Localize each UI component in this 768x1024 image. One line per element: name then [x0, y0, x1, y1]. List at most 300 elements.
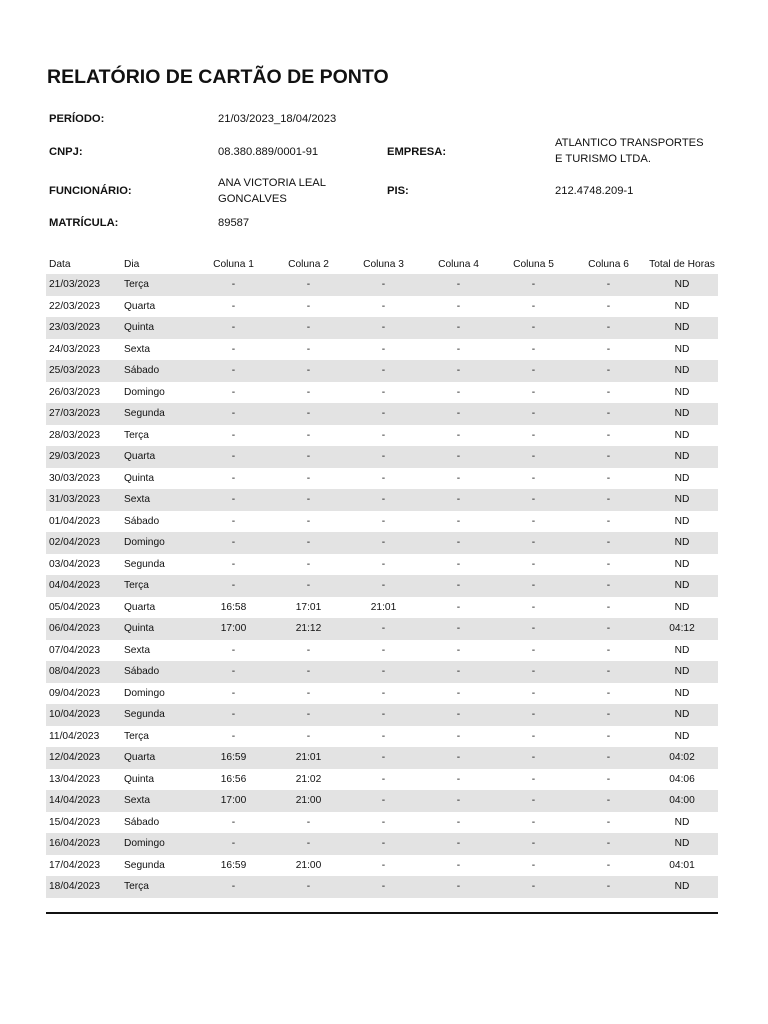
- coluna-4-cell: -: [456, 687, 461, 699]
- coluna-3-cell: -: [346, 360, 421, 382]
- coluna-2-cell: -: [306, 472, 311, 484]
- total-horas-cell: 04:01: [669, 859, 695, 871]
- matricula-value: 89587: [218, 217, 250, 229]
- total-horas-cell: ND: [646, 575, 718, 597]
- total-horas-cell: ND: [646, 833, 718, 855]
- day-cell: Domingo: [121, 532, 196, 554]
- coluna-4-cell: -: [421, 790, 496, 812]
- coluna-2-cell: -: [306, 687, 311, 699]
- date-cell: 29/03/2023: [46, 446, 121, 468]
- coluna-1-cell: -: [231, 343, 236, 355]
- coluna-2-cell: -: [271, 489, 346, 511]
- date-cell: 15/04/2023: [49, 816, 100, 828]
- coluna-1-cell: -: [196, 876, 271, 898]
- coluna-5-cell: -: [496, 446, 571, 468]
- pis-label: PIS:: [387, 185, 409, 197]
- table-row: [46, 640, 718, 662]
- total-horas-cell: ND: [646, 360, 718, 382]
- coluna-3-cell: -: [381, 773, 386, 785]
- day-cell: Quinta: [124, 472, 155, 484]
- coluna-3-cell: -: [381, 558, 386, 570]
- coluna-5-cell: -: [496, 532, 571, 554]
- total-horas-cell: ND: [646, 661, 718, 683]
- day-cell: Sábado: [124, 816, 160, 828]
- coluna-2-cell: -: [271, 833, 346, 855]
- coluna-5-cell: -: [531, 859, 536, 871]
- table-row: [46, 511, 718, 533]
- total-horas-cell: ND: [646, 532, 718, 554]
- coluna-6-cell: -: [571, 489, 646, 511]
- coluna-4-cell: -: [456, 644, 461, 656]
- coluna-5-cell: -: [531, 429, 536, 441]
- table-row: [46, 532, 718, 554]
- coluna-5-cell: -: [531, 343, 536, 355]
- date-cell: 30/03/2023: [49, 472, 100, 484]
- coluna-1-cell: -: [231, 816, 236, 828]
- coluna-2-cell: -: [306, 515, 311, 527]
- day-cell: Sexta: [121, 790, 196, 812]
- coluna-5-cell: -: [531, 730, 536, 742]
- total-horas-cell: 04:00: [646, 790, 718, 812]
- date-cell: 23/03/2023: [46, 317, 121, 339]
- date-cell: 07/04/2023: [49, 644, 100, 656]
- coluna-4-cell: -: [456, 773, 461, 785]
- coluna-1-cell: -: [231, 515, 236, 527]
- funcionario-value: [218, 175, 326, 207]
- table-row: [46, 360, 718, 382]
- day-cell: Sábado: [121, 661, 196, 683]
- coluna-6-cell: -: [571, 575, 646, 597]
- coluna-6-cell: -: [606, 644, 611, 656]
- coluna-1-cell: -: [231, 472, 236, 484]
- column-header-dia: Dia: [124, 258, 140, 270]
- day-cell: Terça: [124, 730, 149, 742]
- coluna-1-cell: -: [196, 274, 271, 296]
- total-horas-cell: ND: [674, 687, 690, 699]
- total-horas-cell: ND: [646, 876, 718, 898]
- date-cell: 22/03/2023: [49, 300, 100, 312]
- coluna-3-cell: -: [346, 747, 421, 769]
- total-horas-cell: ND: [674, 558, 690, 570]
- coluna-5-cell: -: [496, 575, 571, 597]
- day-cell: Domingo: [124, 687, 165, 699]
- table-row: [46, 468, 718, 490]
- coluna-4-cell: -: [456, 515, 461, 527]
- day-cell: Quarta: [121, 446, 196, 468]
- table-row: [46, 683, 718, 705]
- date-cell: 08/04/2023: [46, 661, 121, 683]
- footer-divider: [46, 912, 718, 914]
- total-horas-cell: 04:06: [669, 773, 695, 785]
- empresa-label: EMPRESA:: [387, 146, 447, 158]
- coluna-3-cell: -: [346, 532, 421, 554]
- coluna-5-cell: -: [531, 816, 536, 828]
- coluna-6-cell: -: [571, 790, 646, 812]
- coluna-3-cell: -: [381, 687, 386, 699]
- date-cell: 02/04/2023: [46, 532, 121, 554]
- date-cell: 01/04/2023: [49, 515, 100, 527]
- date-cell: 11/04/2023: [49, 730, 100, 742]
- coluna-3-cell: -: [381, 730, 386, 742]
- table-row: [46, 296, 718, 318]
- coluna-6-cell: -: [606, 429, 611, 441]
- coluna-4-cell: -: [421, 661, 496, 683]
- total-horas-cell: ND: [674, 300, 690, 312]
- coluna-3-cell: -: [346, 317, 421, 339]
- coluna-1-cell: -: [231, 429, 236, 441]
- total-horas-cell: ND: [646, 446, 718, 468]
- coluna-2-cell: 17:01: [295, 601, 322, 613]
- table-row: [46, 661, 718, 683]
- column-header-coluna-1: Coluna 1: [213, 258, 254, 270]
- coluna-2-cell: -: [271, 446, 346, 468]
- day-cell: Sexta: [124, 343, 151, 355]
- day-cell: Quinta: [121, 317, 196, 339]
- coluna-5-cell: -: [531, 515, 536, 527]
- coluna-4-cell: -: [456, 730, 461, 742]
- coluna-4-cell: -: [421, 446, 496, 468]
- day-cell: Domingo: [124, 386, 165, 398]
- table-row: [46, 274, 718, 296]
- coluna-4-cell: -: [421, 876, 496, 898]
- periodo-label: PERÍODO:: [49, 113, 105, 125]
- day-cell: Sexta: [124, 644, 151, 656]
- coluna-4-cell: -: [421, 274, 496, 296]
- coluna-4-cell: -: [456, 859, 461, 871]
- coluna-1-cell: -: [196, 661, 271, 683]
- total-horas-cell: ND: [674, 386, 690, 398]
- total-horas-cell: ND: [674, 816, 690, 828]
- coluna-3-cell: -: [381, 816, 386, 828]
- date-cell: 31/03/2023: [46, 489, 121, 511]
- coluna-4-cell: -: [421, 489, 496, 511]
- coluna-1-cell: -: [196, 704, 271, 726]
- table-row: [46, 425, 718, 447]
- coluna-3-cell: -: [346, 704, 421, 726]
- date-cell: 24/03/2023: [49, 343, 100, 355]
- total-horas-cell: ND: [646, 704, 718, 726]
- total-horas-cell: ND: [646, 274, 718, 296]
- date-cell: 25/03/2023: [46, 360, 121, 382]
- coluna-4-cell: -: [421, 704, 496, 726]
- coluna-6-cell: -: [571, 661, 646, 683]
- column-header-coluna-3: Coluna 3: [363, 258, 404, 270]
- coluna-5-cell: -: [496, 876, 571, 898]
- coluna-2-cell: -: [271, 317, 346, 339]
- coluna-2-cell: -: [306, 300, 311, 312]
- coluna-6-cell: -: [571, 876, 646, 898]
- day-cell: Segunda: [121, 403, 196, 425]
- total-horas-cell: 04:12: [646, 618, 718, 640]
- coluna-5-cell: -: [496, 274, 571, 296]
- coluna-1-cell: -: [196, 446, 271, 468]
- total-horas-cell: ND: [646, 403, 718, 425]
- coluna-4-cell: -: [421, 575, 496, 597]
- coluna-5-cell: -: [496, 790, 571, 812]
- coluna-2-cell: -: [306, 386, 311, 398]
- periodo-value: 21/03/2023_18/04/2023: [218, 113, 337, 125]
- coluna-6-cell: -: [571, 274, 646, 296]
- table-row: [46, 554, 718, 576]
- total-horas-cell: 04:02: [646, 747, 718, 769]
- table-row: [46, 704, 718, 726]
- funcionario-value-line1: ANA VICTORIA LEAL: [218, 177, 326, 189]
- coluna-2-cell: -: [306, 816, 311, 828]
- column-header-total-de-horas: Total de Horas: [649, 258, 715, 270]
- coluna-6-cell: -: [606, 558, 611, 570]
- coluna-2-cell: 21:02: [295, 773, 322, 785]
- coluna-2-cell: -: [271, 403, 346, 425]
- coluna-6-cell: -: [571, 833, 646, 855]
- day-cell: Domingo: [121, 833, 196, 855]
- total-horas-cell: ND: [646, 317, 718, 339]
- table-row: [46, 339, 718, 361]
- day-cell: Segunda: [124, 859, 165, 871]
- coluna-6-cell: -: [606, 859, 611, 871]
- coluna-6-cell: -: [606, 730, 611, 742]
- coluna-5-cell: -: [496, 704, 571, 726]
- coluna-6-cell: -: [571, 403, 646, 425]
- coluna-1-cell: 16:59: [220, 859, 247, 871]
- coluna-3-cell: -: [346, 618, 421, 640]
- coluna-5-cell: -: [496, 747, 571, 769]
- coluna-3-cell: -: [381, 515, 386, 527]
- coluna-4-cell: -: [421, 403, 496, 425]
- coluna-3-cell: -: [346, 403, 421, 425]
- date-cell: 27/03/2023: [46, 403, 121, 425]
- total-horas-cell: ND: [674, 343, 690, 355]
- coluna-3-cell: -: [346, 876, 421, 898]
- coluna-1-cell: -: [196, 575, 271, 597]
- date-cell: 21/03/2023: [46, 274, 121, 296]
- coluna-1-cell: -: [196, 532, 271, 554]
- coluna-5-cell: -: [531, 472, 536, 484]
- table-row: [46, 597, 718, 619]
- day-cell: Segunda: [121, 704, 196, 726]
- day-cell: Terça: [121, 575, 196, 597]
- coluna-6-cell: -: [606, 343, 611, 355]
- total-horas-cell: ND: [674, 429, 690, 441]
- coluna-3-cell: -: [346, 790, 421, 812]
- coluna-4-cell: -: [421, 317, 496, 339]
- coluna-1-cell: 16:58: [220, 601, 247, 613]
- pis-value: 212.4748.209-1: [555, 185, 634, 197]
- day-cell: Quinta: [124, 773, 155, 785]
- matricula-label: MATRÍCULA:: [49, 217, 119, 229]
- funcionario-label: FUNCIONÁRIO:: [49, 185, 132, 197]
- coluna-1-cell: 17:00: [196, 790, 271, 812]
- coluna-3-cell: -: [381, 386, 386, 398]
- cnpj-value: 08.380.889/0001-91: [218, 146, 319, 158]
- coluna-4-cell: -: [456, 601, 461, 613]
- empresa-value: [555, 135, 704, 167]
- coluna-1-cell: -: [196, 360, 271, 382]
- coluna-4-cell: -: [421, 833, 496, 855]
- table-row: [46, 812, 718, 834]
- coluna-3-cell: -: [381, 343, 386, 355]
- table-row: [46, 446, 718, 468]
- table-row: [46, 382, 718, 404]
- table-row: [46, 726, 718, 748]
- day-cell: Sábado: [121, 360, 196, 382]
- coluna-6-cell: -: [606, 386, 611, 398]
- coluna-6-cell: -: [571, 360, 646, 382]
- coluna-5-cell: -: [531, 300, 536, 312]
- coluna-1-cell: -: [196, 489, 271, 511]
- coluna-5-cell: -: [531, 558, 536, 570]
- report-title: RELATÓRIO DE CARTÃO DE PONTO: [47, 66, 389, 88]
- day-cell: Terça: [124, 429, 149, 441]
- table-row: [46, 618, 718, 640]
- coluna-1-cell: 17:00: [196, 618, 271, 640]
- coluna-3-cell: -: [346, 833, 421, 855]
- coluna-3-cell: -: [381, 429, 386, 441]
- date-cell: 03/04/2023: [49, 558, 100, 570]
- coluna-2-cell: -: [271, 575, 346, 597]
- coluna-6-cell: -: [571, 446, 646, 468]
- coluna-1-cell: 16:59: [196, 747, 271, 769]
- day-cell: Terça: [121, 876, 196, 898]
- table-row: [46, 317, 718, 339]
- day-cell: Quarta: [124, 601, 156, 613]
- coluna-2-cell: -: [271, 704, 346, 726]
- date-cell: 05/04/2023: [49, 601, 100, 613]
- coluna-5-cell: -: [496, 618, 571, 640]
- date-cell: 16/04/2023: [46, 833, 121, 855]
- table-row: [46, 747, 718, 769]
- empresa-value-line2: E TURISMO LTDA.: [555, 153, 651, 165]
- coluna-4-cell: -: [456, 472, 461, 484]
- day-cell: Terça: [121, 274, 196, 296]
- coluna-3-cell: -: [346, 661, 421, 683]
- day-cell: Sexta: [121, 489, 196, 511]
- table-row: [46, 769, 718, 791]
- column-header-coluna-4: Coluna 4: [438, 258, 479, 270]
- total-horas-cell: ND: [674, 644, 690, 656]
- coluna-2-cell: 21:01: [271, 747, 346, 769]
- day-cell: Quarta: [121, 747, 196, 769]
- table-row: [46, 403, 718, 425]
- coluna-1-cell: -: [231, 687, 236, 699]
- coluna-4-cell: -: [456, 386, 461, 398]
- coluna-1-cell: -: [196, 833, 271, 855]
- table-row: [46, 855, 718, 877]
- time-card-table: [46, 254, 718, 898]
- coluna-1-cell: -: [231, 644, 236, 656]
- empresa-value-line1: ATLANTICO TRANSPORTES: [555, 137, 704, 149]
- coluna-2-cell: -: [306, 730, 311, 742]
- coluna-4-cell: -: [456, 300, 461, 312]
- table-row: [46, 833, 718, 855]
- table-row: [46, 876, 718, 898]
- total-horas-cell: ND: [646, 489, 718, 511]
- coluna-2-cell: 21:00: [271, 790, 346, 812]
- coluna-1-cell: -: [231, 300, 236, 312]
- coluna-5-cell: -: [496, 360, 571, 382]
- coluna-4-cell: -: [421, 747, 496, 769]
- coluna-5-cell: -: [531, 644, 536, 656]
- coluna-3-cell: -: [381, 859, 386, 871]
- coluna-4-cell: -: [421, 618, 496, 640]
- coluna-4-cell: -: [456, 816, 461, 828]
- coluna-5-cell: -: [496, 489, 571, 511]
- date-cell: 18/04/2023: [46, 876, 121, 898]
- total-horas-cell: ND: [674, 515, 690, 527]
- date-cell: 12/04/2023: [46, 747, 121, 769]
- coluna-6-cell: -: [606, 601, 611, 613]
- total-horas-cell: ND: [674, 730, 690, 742]
- day-cell: Sábado: [124, 515, 160, 527]
- date-cell: 04/04/2023: [46, 575, 121, 597]
- cnpj-label: CNPJ:: [49, 146, 83, 158]
- coluna-5-cell: -: [531, 687, 536, 699]
- coluna-1-cell: 16:56: [220, 773, 247, 785]
- column-header-data: Data: [49, 258, 71, 270]
- coluna-2-cell: -: [306, 429, 311, 441]
- coluna-2-cell: -: [271, 360, 346, 382]
- coluna-3-cell: -: [346, 575, 421, 597]
- coluna-1-cell: -: [196, 403, 271, 425]
- date-cell: 17/04/2023: [49, 859, 100, 871]
- coluna-4-cell: -: [456, 343, 461, 355]
- coluna-1-cell: -: [231, 386, 236, 398]
- coluna-6-cell: -: [606, 472, 611, 484]
- day-cell: Segunda: [124, 558, 165, 570]
- coluna-3-cell: -: [346, 489, 421, 511]
- date-cell: 10/04/2023: [46, 704, 121, 726]
- coluna-4-cell: -: [421, 532, 496, 554]
- coluna-3-cell: 21:01: [370, 601, 397, 613]
- coluna-2-cell: -: [271, 274, 346, 296]
- coluna-5-cell: -: [496, 403, 571, 425]
- coluna-5-cell: -: [496, 317, 571, 339]
- coluna-3-cell: -: [346, 446, 421, 468]
- coluna-6-cell: -: [606, 773, 611, 785]
- coluna-2-cell: -: [306, 644, 311, 656]
- table-header-row: [46, 254, 718, 274]
- coluna-6-cell: -: [606, 687, 611, 699]
- date-cell: 14/04/2023: [46, 790, 121, 812]
- coluna-6-cell: -: [571, 532, 646, 554]
- coluna-1-cell: -: [231, 730, 236, 742]
- coluna-3-cell: -: [381, 472, 386, 484]
- coluna-1-cell: -: [231, 558, 236, 570]
- coluna-3-cell: -: [381, 300, 386, 312]
- coluna-6-cell: -: [606, 816, 611, 828]
- date-cell: 13/04/2023: [49, 773, 100, 785]
- coluna-6-cell: -: [606, 515, 611, 527]
- coluna-4-cell: -: [456, 429, 461, 441]
- coluna-2-cell: -: [306, 343, 311, 355]
- total-horas-cell: ND: [674, 472, 690, 484]
- column-header-coluna-2: Coluna 2: [288, 258, 329, 270]
- coluna-4-cell: -: [421, 360, 496, 382]
- coluna-2-cell: -: [271, 876, 346, 898]
- column-header-coluna-6: Coluna 6: [588, 258, 629, 270]
- coluna-4-cell: -: [456, 558, 461, 570]
- coluna-5-cell: -: [496, 833, 571, 855]
- coluna-3-cell: -: [346, 274, 421, 296]
- coluna-6-cell: -: [571, 618, 646, 640]
- date-cell: 28/03/2023: [49, 429, 100, 441]
- column-header-coluna-5: Coluna 5: [513, 258, 554, 270]
- coluna-5-cell: -: [531, 386, 536, 398]
- date-cell: 06/04/2023: [46, 618, 121, 640]
- coluna-6-cell: -: [571, 704, 646, 726]
- date-cell: 26/03/2023: [49, 386, 100, 398]
- coluna-5-cell: -: [531, 773, 536, 785]
- coluna-1-cell: -: [196, 317, 271, 339]
